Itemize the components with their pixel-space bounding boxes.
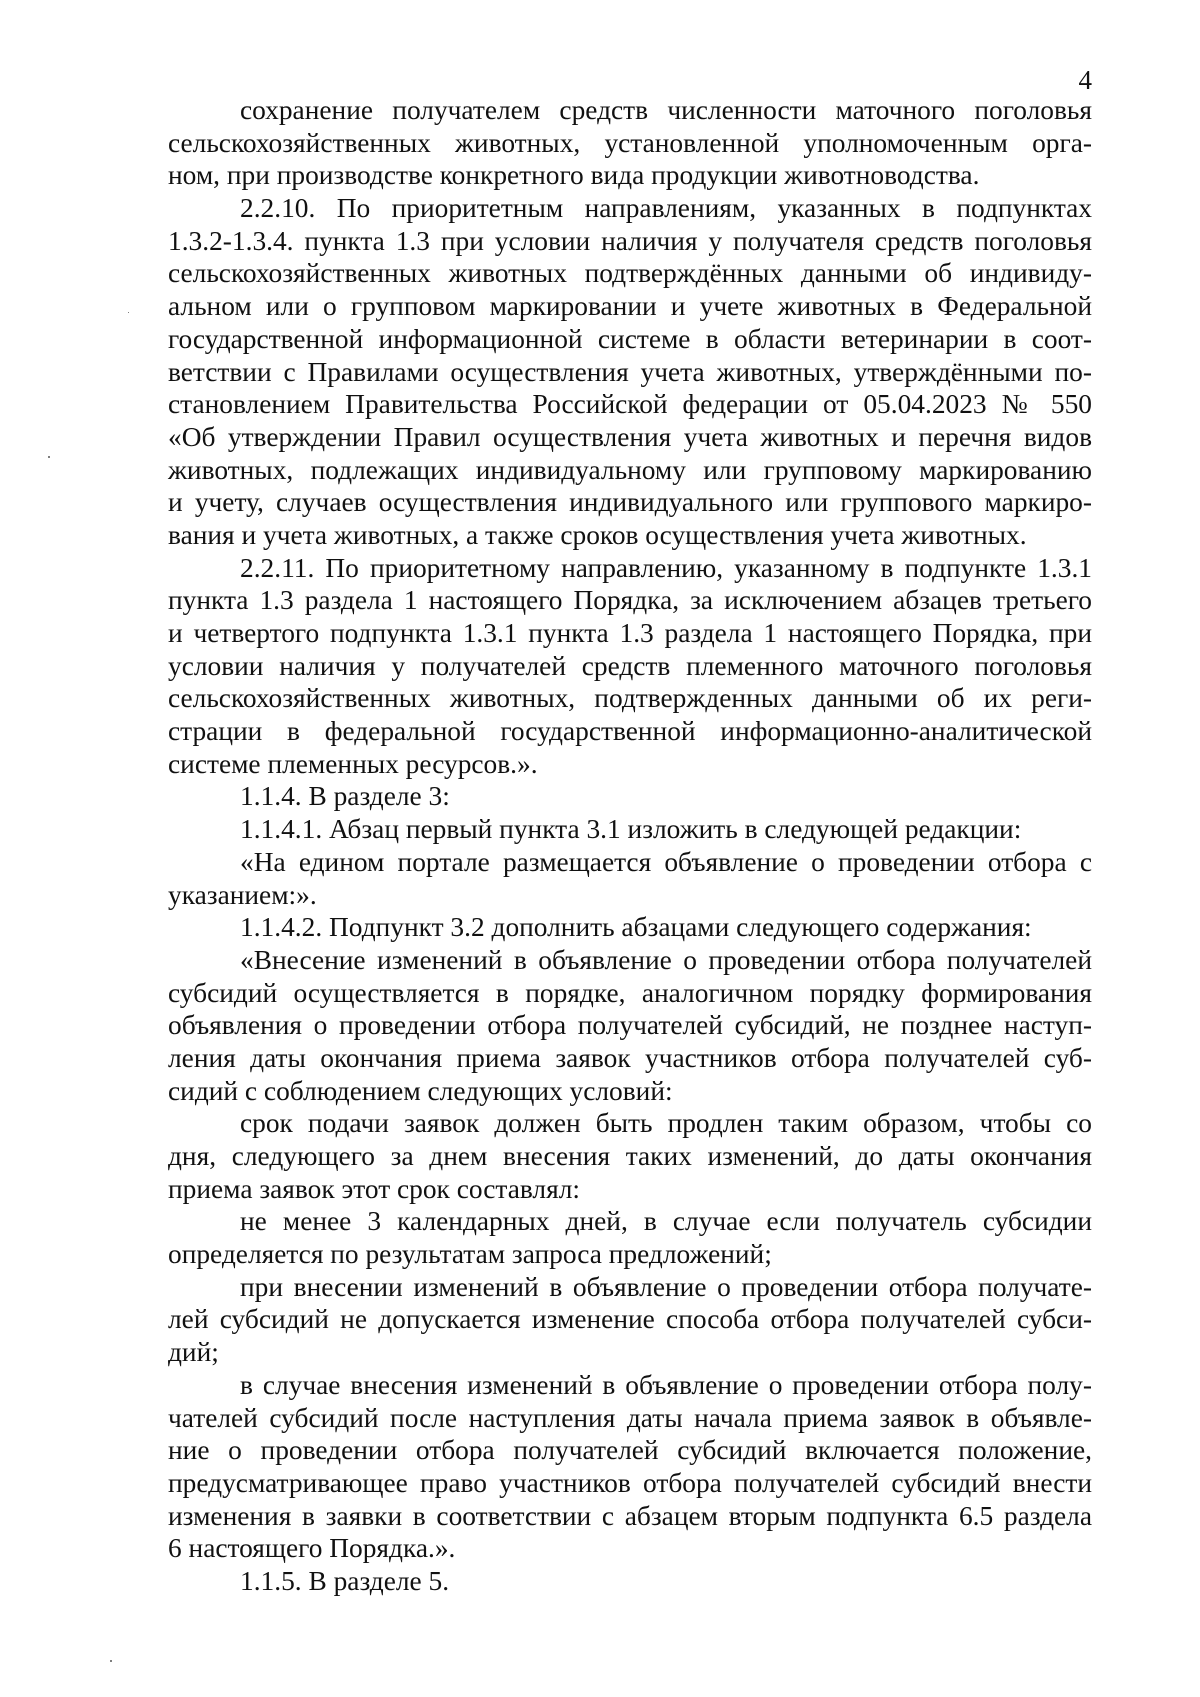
- text-line: лей субсидий не допускается изменение способа отбора получателей субси-: [168, 1304, 1092, 1335]
- text-line: ления даты окончания приема заявок участников отбора получателей суб-: [168, 1042, 1092, 1073]
- text-line: ном, при производстве конкретного вида продукции животноводства.: [168, 160, 980, 191]
- text-line: «Внесение изменений в объявление о проведении отбора получателей: [240, 944, 1092, 975]
- text-line: сохранение получателем средств численности маточного поголовья: [240, 95, 1092, 125]
- text-line: при внесении изменений в объявление о проведении отбора получате-: [240, 1271, 1092, 1302]
- text-line: пункта 1.3 раздела 1 настоящего Порядка, за исключением абзацев третьего: [168, 585, 1092, 616]
- document-body: [168, 94, 1092, 1598]
- text-line: объявления о проведении отбора получателей субсидий, не позднее наступ-: [168, 1010, 1092, 1041]
- text-line: государственной информационной системе в области ветеринарии в соот-: [168, 323, 1092, 354]
- text-line: системе племенных ресурсов.».: [168, 748, 538, 779]
- text-line: «Об утверждении Правил осуществления учета животных и перечня видов: [168, 421, 1092, 452]
- text-line: ветствии с Правилами осуществления учета животных, утверждёнными по-: [168, 356, 1092, 387]
- scan-speck: [110, 1660, 112, 1662]
- text-line: условии наличия у получателей средств племенного маточного поголовья: [168, 650, 1092, 681]
- text-line: 2.2.11. По приоритетному направлению, указанному в подпункте 1.3.1: [240, 552, 1092, 583]
- text-line: сидий с соблюдением следующих условий:: [168, 1075, 673, 1106]
- scan-speck: [128, 312, 129, 313]
- text-line: и четвертого подпункта 1.3.1 пункта 1.3 раздела 1 настоящего Порядка, при: [168, 618, 1092, 648]
- text-line: «На едином портале размещается объявление о проведении отбора с: [240, 846, 1092, 877]
- text-line: указанием:».: [168, 879, 317, 910]
- text-line: сельскохозяйственных животных подтверждённых данными об индивиду-: [168, 258, 1092, 289]
- text-line: 1.1.4.2. Подпункт 3.2 дополнить абзацами следующего содержания:: [240, 912, 1032, 943]
- text-line: 2.2.10. По приоритетным направлениям, указанных в подпунктах: [240, 193, 1092, 224]
- text-line: становлением Правительства Российской федерации от 05.04.2023 № 550: [168, 389, 1092, 420]
- text-line: не менее 3 календарных дней, в случае если получатель субсидии: [240, 1206, 1092, 1237]
- text-line: дий;: [168, 1337, 219, 1368]
- text-line: 1.1.4.1. Абзац первый пункта 3.1 изложить в следующей редакции:: [240, 814, 1022, 845]
- text-line: страции в федеральной государственной информационно-аналитической: [168, 716, 1092, 747]
- text-line: субсидий осуществляется в порядке, аналогичном порядку формирования: [168, 977, 1092, 1008]
- scan-speck: [48, 456, 50, 458]
- text-line: предусматривающее право участников отбора получателей субсидий внести: [168, 1467, 1092, 1498]
- text-line: и учету, случаев осуществления индивидуального или группового маркиро-: [168, 487, 1092, 518]
- text-line: вания и учета животных, а также сроков осуществления учета животных.: [168, 519, 1027, 550]
- text-line: 6 настоящего Порядка.».: [168, 1533, 456, 1564]
- text-line: ние о проведении отбора получателей субсидий включается положение,: [168, 1435, 1092, 1466]
- text-line: срок подачи заявок должен быть продлен таким образом, чтобы со: [240, 1108, 1092, 1139]
- text-line: 1.3.2-1.3.4. пункта 1.3 при условии наличия у получателя средств поголовья: [168, 225, 1092, 256]
- text-line: дня, следующего за днем внесения таких изменений, до даты окончания: [168, 1141, 1092, 1171]
- text-line: чателей субсидий после наступления даты начала приема заявок в объявле-: [168, 1402, 1092, 1433]
- text-line: в случае внесения изменений в объявление о проведении отбора полу-: [240, 1369, 1092, 1400]
- text-line: альном или о групповом маркировании и учете животных в Федеральной: [168, 291, 1092, 322]
- text-line: определяется по результатам запроса предложений;: [168, 1239, 772, 1270]
- text-line: сельскохозяйственных животных, подтвержденных данными об их реги-: [168, 683, 1092, 714]
- text-line: 1.1.5. В разделе 5.: [240, 1565, 450, 1596]
- text-line: сельскохозяйственных животных, установленной уполномоченным орга-: [168, 127, 1092, 158]
- text-line: изменения в заявки в соответствии с абзацем вторым подпункта 6.5 раздела: [168, 1500, 1092, 1531]
- text-line: животных, подлежащих индивидуальному или групповому маркированию: [168, 454, 1092, 485]
- page-number: 4: [1078, 65, 1092, 95]
- text-line: 1.1.4. В разделе 3:: [240, 781, 450, 812]
- text-line: приема заявок этот срок составлял:: [168, 1173, 580, 1204]
